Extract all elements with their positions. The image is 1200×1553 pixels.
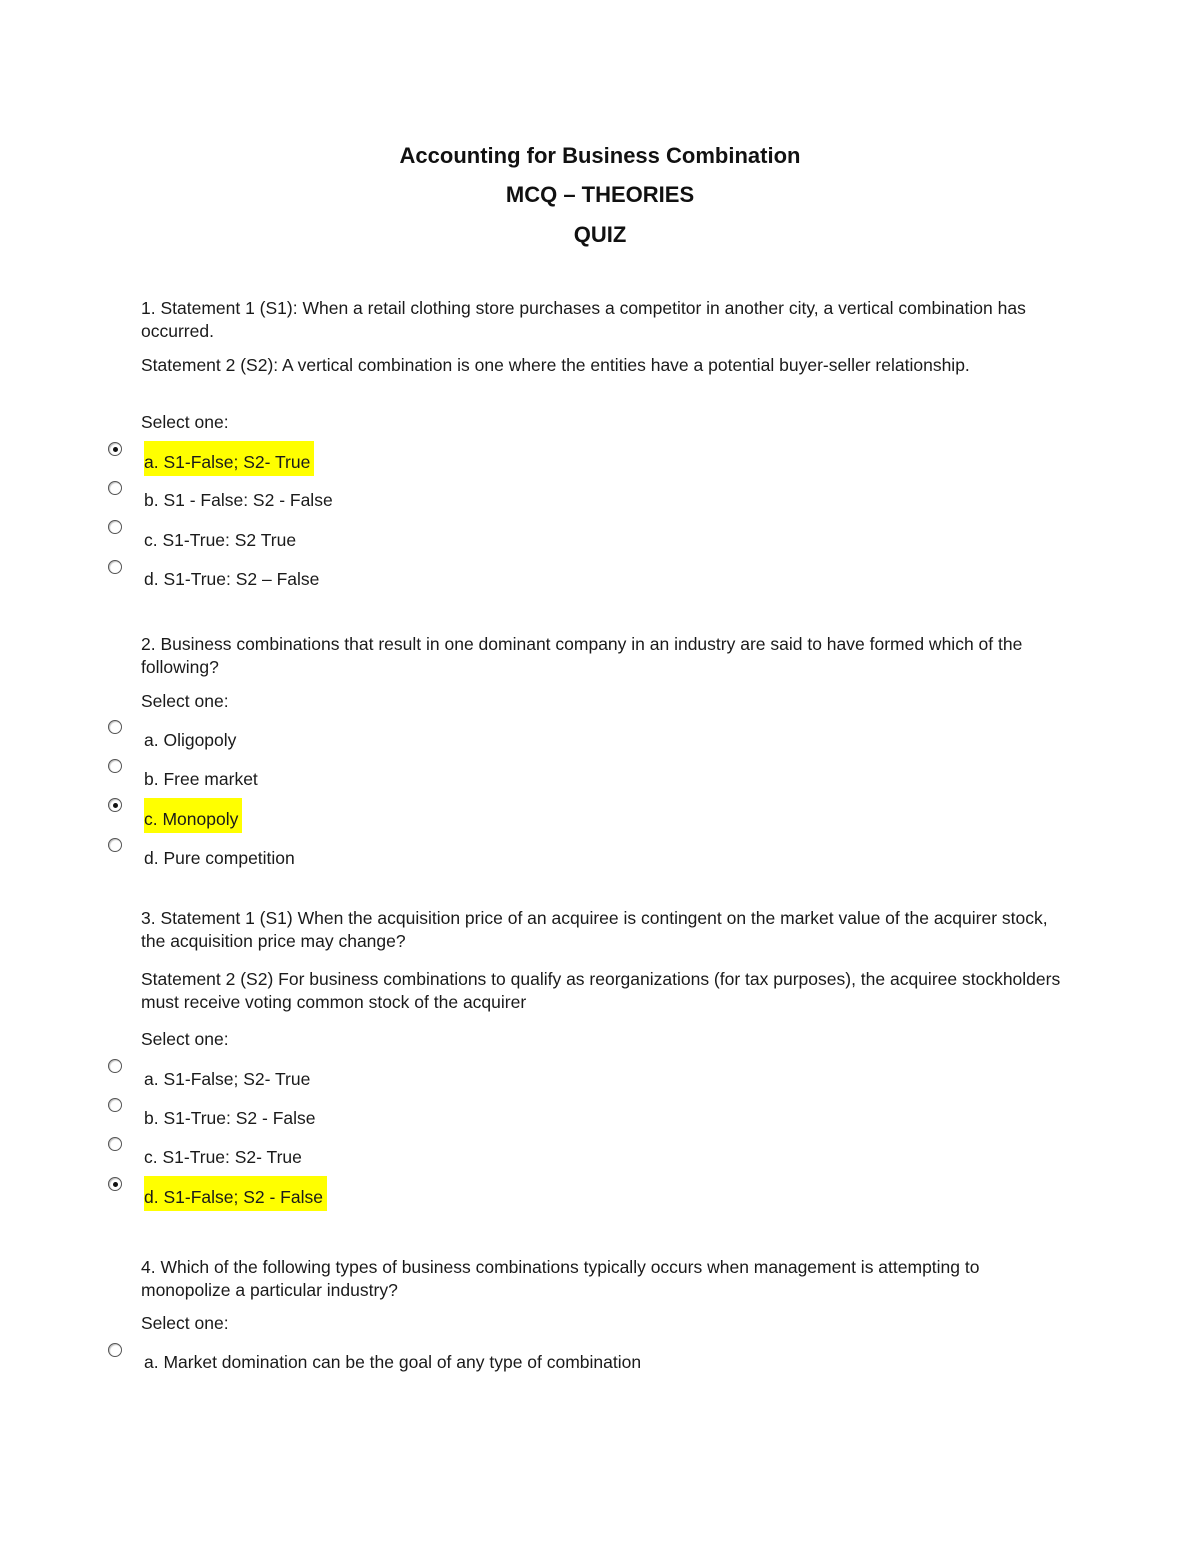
radio-button-q3-a[interactable] (108, 1059, 122, 1073)
document-subtitle: MCQ – THEORIES (505, 182, 695, 207)
option-q4-a[interactable]: a. Market domination can be the goal of any type of combination (144, 1352, 642, 1372)
option-q1-d[interactable]: d. S1-True: S2 – False (144, 569, 320, 589)
question-1-statement-2: Statement 2 (S2): A vertical combination is one where the entities have a potential buyer-seller relationship. (141, 355, 970, 375)
question-3-statement-2: Statement 2 (S2) For business combinations to qualify as reorganizations (for tax purposes), the acquiree stockholders must receive voting common stock of the acquirer (141, 969, 1061, 1012)
document-label: QUIZ (573, 222, 627, 247)
radio-button-q4-a[interactable] (108, 1343, 122, 1357)
select-one-label: Select one: (141, 1313, 229, 1333)
option-q1-c[interactable]: c. S1-True: S2 True (144, 530, 297, 550)
radio-button-q1-a[interactable] (108, 442, 122, 456)
option-q2-b[interactable]: b. Free market (144, 769, 258, 789)
radio-button-q2-b[interactable] (108, 759, 122, 773)
option-q3-b[interactable]: b. S1-True: S2 - False (144, 1108, 316, 1128)
radio-button-q1-d[interactable] (108, 560, 122, 574)
select-one-label: Select one: (141, 412, 229, 432)
option-q2-c[interactable]: c. Monopoly (144, 798, 242, 833)
radio-button-q1-c[interactable] (108, 520, 122, 534)
option-q2-a[interactable]: a. Oligopoly (144, 730, 237, 750)
select-one-label: Select one: (141, 691, 229, 711)
question-3-text: 3. Statement 1 (S1) When the acquisition price of an acquiree is contingent on the market value of the acquirer stock, the acquisition price may change? (141, 908, 1048, 951)
option-q2-d[interactable]: d. Pure competition (144, 848, 295, 868)
option-q3-a[interactable]: a. S1-False; S2- True (144, 1069, 311, 1089)
radio-button-q1-b[interactable] (108, 481, 122, 495)
question-1-text: 1. Statement 1 (S1): When a retail clothing store purchases a competitor in another city, a vertical combination has occurred. (141, 298, 1026, 341)
select-one-label: Select one: (141, 1029, 229, 1049)
radio-button-q3-c[interactable] (108, 1137, 122, 1151)
radio-button-q3-d[interactable] (108, 1177, 122, 1191)
option-q3-d[interactable]: d. S1-False; S2 - False (144, 1176, 327, 1211)
question-2-text: 2. Business combinations that result in one dominant company in an industry are said to have formed which of the following? (141, 634, 1023, 677)
radio-button-q2-d[interactable] (108, 838, 122, 852)
option-q3-c[interactable]: c. S1-True: S2- True (144, 1147, 302, 1167)
option-q1-b[interactable]: b. S1 - False: S2 - False (144, 490, 333, 510)
radio-button-q3-b[interactable] (108, 1098, 122, 1112)
document-title: Accounting for Business Combination (399, 143, 801, 168)
radio-button-q2-c[interactable] (108, 798, 122, 812)
question-4-text: 4. Which of the following types of business combinations typically occurs when management is attempting to monopolize a particular industry? (141, 1257, 980, 1300)
radio-button-q2-a[interactable] (108, 720, 122, 734)
option-q1-a[interactable]: a. S1-False; S2- True (144, 441, 314, 476)
